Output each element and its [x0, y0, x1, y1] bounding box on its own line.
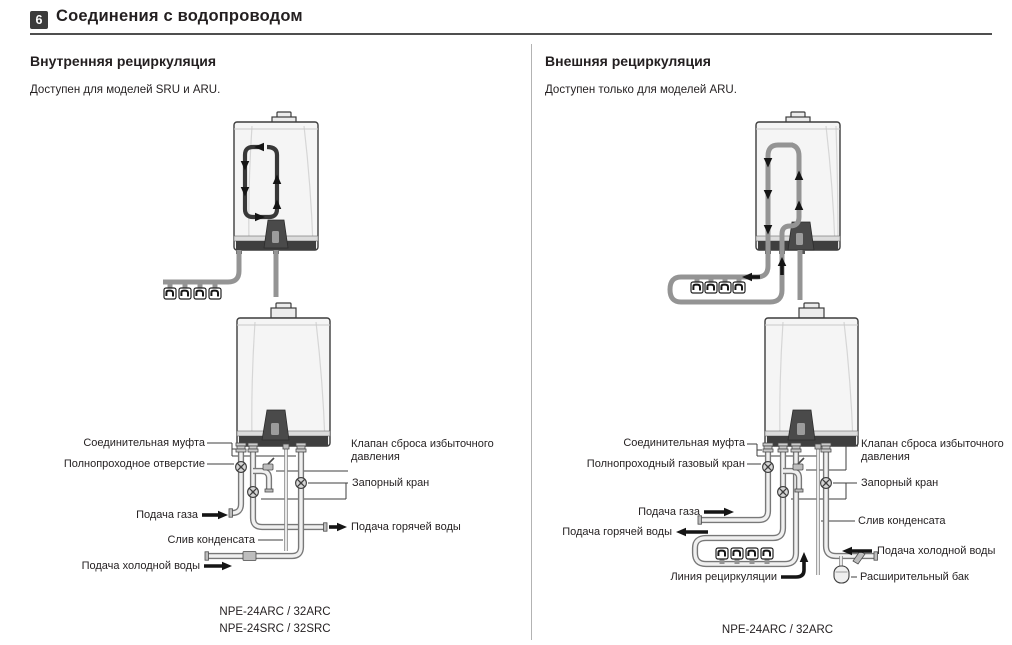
- coupling-nut-icon: [236, 443, 246, 452]
- model-caption-line: NPE-24ARC / 32ARC: [721, 624, 834, 636]
- label-gas-supply: Подача газа: [136, 509, 198, 521]
- right-model-caption: [545, 622, 1010, 639]
- coupling-nut-icon: [763, 443, 773, 452]
- label-cold-water-supply: Подача холодной воды: [81, 560, 200, 572]
- shutoff-valve-icon: [248, 487, 259, 498]
- label-condensate-drain: Слив конденсата: [167, 534, 255, 546]
- left-model-caption: [30, 604, 520, 638]
- coupling-nut-icon: [248, 443, 258, 452]
- coupling-nut-icon: [791, 443, 801, 452]
- shutoff-valve-icon: [821, 478, 832, 489]
- external-recirculation-flow-diagram: [650, 105, 940, 310]
- internal-recirculation-flow-diagram: [130, 105, 410, 310]
- label-coupling: Соединительная муфта: [623, 437, 745, 449]
- right-availability-note: Доступен только для моделей ARU.: [545, 84, 737, 96]
- relief-valve-icon: [263, 464, 273, 470]
- right-heading: Внешняя рециркуляция: [545, 53, 711, 69]
- label-hot-water-supply: Подача горячей воды: [562, 526, 672, 538]
- shutoff-valve-icon: [296, 478, 307, 489]
- label-cold-water-supply: Подача холодной воды: [877, 545, 996, 557]
- full-bore-opening-icon: [236, 462, 247, 473]
- expansion-tank-icon: [834, 566, 849, 583]
- label-hot-water-supply: Подача горячей воды: [351, 521, 461, 533]
- left-heading: Внутренняя рециркуляция: [30, 53, 217, 69]
- left-availability-note: Доступен для моделей SRU и ARU.: [30, 84, 221, 96]
- section-number-badge: 6: [30, 11, 48, 29]
- water-heater-unit: [765, 303, 858, 446]
- label-recirculation-line: Линия рециркуляции: [670, 571, 777, 583]
- label-relief-valve: Клапан сброса избыточного давления: [351, 438, 494, 464]
- label-full-bore-gas-valve: Полнопроходный газовый кран: [586, 458, 745, 470]
- external-recirculation-loop: [670, 250, 800, 302]
- page-title: Соединения с водопроводом: [56, 7, 303, 25]
- relief-valve-icon: [793, 464, 803, 470]
- column-divider: [531, 44, 532, 640]
- label-relief-valve: Клапан сброса избыточного давления: [861, 438, 1004, 464]
- label-condensate-drain: Слив конденсата: [858, 515, 946, 527]
- coupling-nut-icon: [778, 443, 788, 452]
- coupling-nut-icon: [296, 443, 306, 452]
- label-shutoff-valve: Запорный кран: [352, 477, 430, 489]
- label-expansion-tank: Расширительный бак: [860, 571, 969, 583]
- fixture-supply-piping: [163, 250, 276, 299]
- label-coupling: Соединительная муфта: [83, 437, 205, 449]
- model-caption-line: NPE-24SRC / 32SRC: [219, 623, 331, 635]
- coupling-nut-icon: [821, 443, 831, 452]
- shutoff-valve-icon: [778, 487, 789, 498]
- label-gas-supply: Подача газа: [638, 506, 700, 518]
- full-bore-gas-valve-icon: [763, 462, 774, 473]
- label-shutoff-valve: Запорный кран: [861, 477, 939, 489]
- label-full-bore-opening: Полнопроходное отверстие: [63, 458, 205, 470]
- title-divider: [30, 33, 992, 35]
- water-heater-unit: [237, 303, 330, 446]
- model-caption-line: NPE-24ARC / 32ARC: [219, 606, 331, 618]
